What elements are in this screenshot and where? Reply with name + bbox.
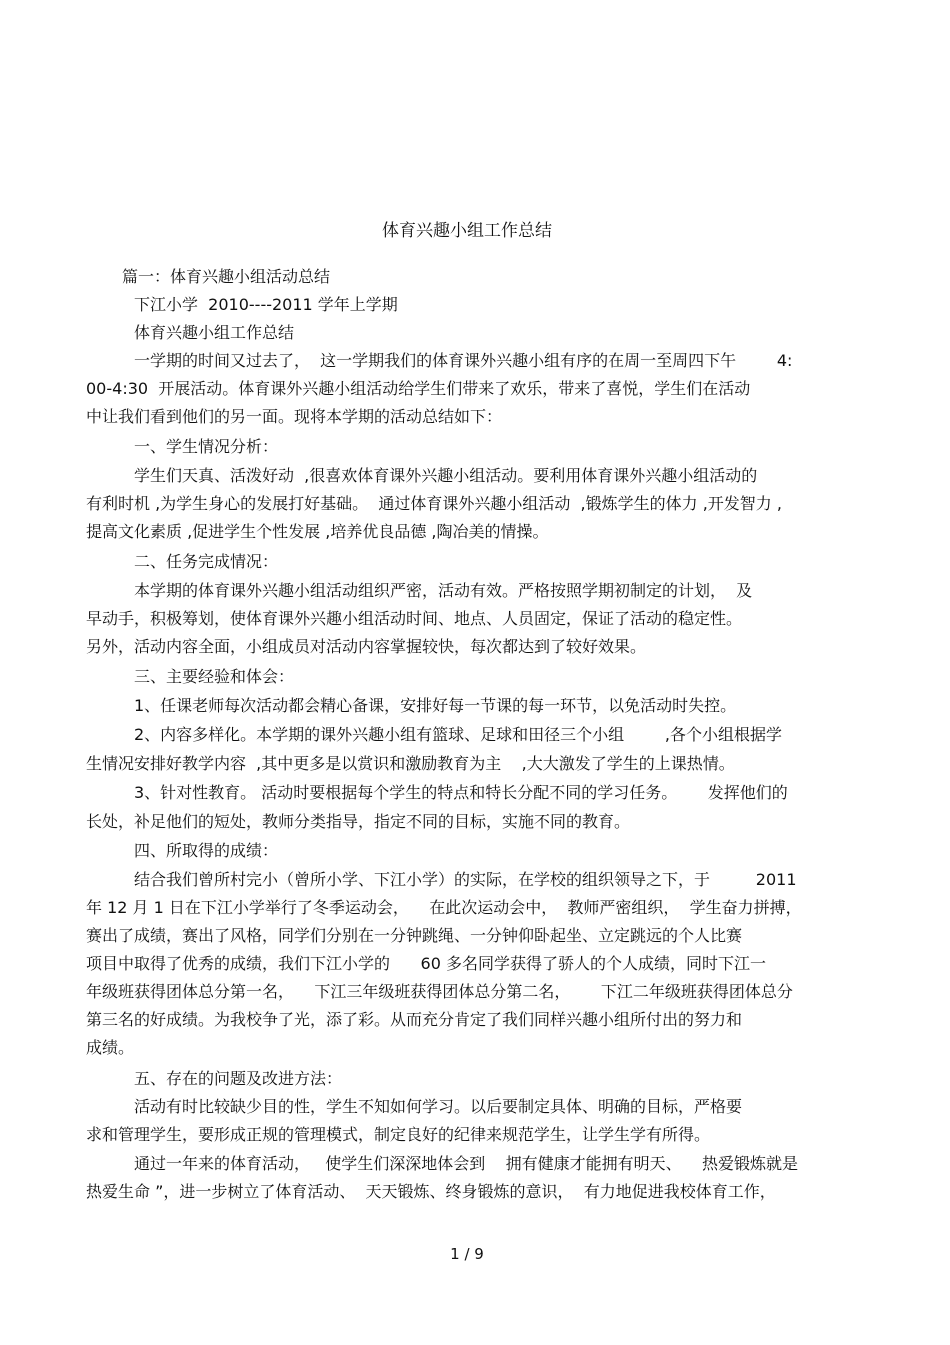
text-line: 热爱生命 ”，进一步树立了体育活动、 天天锻炼、终身锻炼的意识， 有力地促进我校体育工作， xyxy=(86,1182,776,1201)
text-line: 年 12 月 1 日在下江小学举行了冬季运动会， 在此次运动会中， 教师严密组织， 学生奋力拼搏， xyxy=(86,898,802,917)
text-line: 求和管理学生，要形成正规的管理模式，制定良好的纪律来规范学生，让学生学有所得。 xyxy=(86,1125,711,1144)
text-line: 学生们天真、活泼好动 ,很喜欢体育课外兴趣小组活动。要利用体育课外兴趣小组活动的 xyxy=(134,466,758,485)
page-number: 1 / 9 xyxy=(450,1245,484,1263)
text-line: 本学期的体育课外兴趣小组活动组织严密，活动有效。严格按照学期初制定的计划， 及 xyxy=(134,581,753,600)
document-title: 体育兴趣小组工作总结 xyxy=(382,221,552,241)
text-line: 2、内容多样化。本学期的课外兴趣小组有篮球、足球和田径三个小组 ,各个小组根据学 xyxy=(134,725,782,744)
text-line: 体育兴趣小组工作总结 xyxy=(134,323,295,342)
text-line: 下江小学 2010----2011 学年上学期 xyxy=(134,295,398,314)
text-line: 长处，补足他们的短处，教师分类指导，指定不同的目标，实施不同的教育。 xyxy=(86,812,631,831)
text-line: 生情况安排好教学内容 ,其中更多是以赏识和激励教育为主 ,大大激发了学生的上课热情。 xyxy=(86,754,735,773)
text-line: 一学期的时间又过去了， 这一学期我们的体育课外兴趣小组有序的在周一至周四下午 4: xyxy=(134,351,793,370)
text-line: 00-4:30 开展活动。体育课外兴趣小组活动给学生们带来了欢乐，带来了喜悦，学生们在活动 xyxy=(86,379,751,398)
text-line: 1、任课老师每次活动都会精心备课，安排好每一节课的每一环节，以免活动时失控。 xyxy=(134,696,737,715)
text-line: 提高文化素质 ,促进学生个性发展 ,培养优良品德 ,陶冶美的情操。 xyxy=(86,522,549,541)
text-line: 成绩。 xyxy=(86,1038,135,1057)
section-heading: 四、所取得的成绩： xyxy=(134,841,279,860)
text-line: 通过一年来的体育活动， 使学生们深深地体会到 拥有健康才能拥有明天、 热爱锻炼就是 xyxy=(134,1154,798,1173)
text-line: 结合我们曾所村完小（曾所小学、下江小学）的实际，在学校的组织领导之下，于 2011 xyxy=(134,870,797,889)
section-heading: 三、主要经验和体会： xyxy=(134,667,295,686)
text-line: 篇一：体育兴趣小组活动总结 xyxy=(122,267,331,286)
text-line: 有利时机 ,为学生身心的发展打好基础。 通过体育课外兴趣小组活动 ,锻炼学生的体力 ,开发智力 , xyxy=(86,494,782,513)
text-line: 早动手，积极筹划，使体育课外兴趣小组活动时间、地点、人员固定，保证了活动的稳定性。 xyxy=(86,609,743,628)
text-line: 活动有时比较缺少目的性，学生不知如何学习。以后要制定具体、明确的目标，严格要 xyxy=(134,1097,743,1116)
text-line: 年级班获得团体总分第一名， 下江三年级班获得团体总分第二名， 下江二年级班获得团体总分 xyxy=(86,982,793,1001)
text-line: 中让我们看到他们的另一面。现将本学期的活动总结如下： xyxy=(86,407,503,426)
text-line: 3、针对性教育。 活动时要根据每个学生的特点和特长分配不同的学习任务。 发挥他们的 xyxy=(134,783,788,802)
section-heading: 二、任务完成情况： xyxy=(134,552,279,571)
text-line: 第三名的好成绩。为我校争了光，添了彩。从而充分肯定了我们同样兴趣小组所付出的努力和 xyxy=(86,1010,743,1029)
section-heading: 一、学生情况分析： xyxy=(134,437,279,456)
text-line: 项目中取得了优秀的成绩，我们下江小学的 60 多名同学获得了骄人的个人成绩，同时下江一 xyxy=(86,954,766,973)
section-heading: 五、存在的问题及改进方法： xyxy=(134,1069,343,1088)
text-line: 另外，活动内容全面，小组成员对活动内容掌握较快，每次都达到了较好效果。 xyxy=(86,637,647,656)
text-line: 赛出了成绩，赛出了风格，同学们分别在一分钟跳绳、一分钟仰卧起坐、立定跳远的个人比赛 xyxy=(86,926,743,945)
